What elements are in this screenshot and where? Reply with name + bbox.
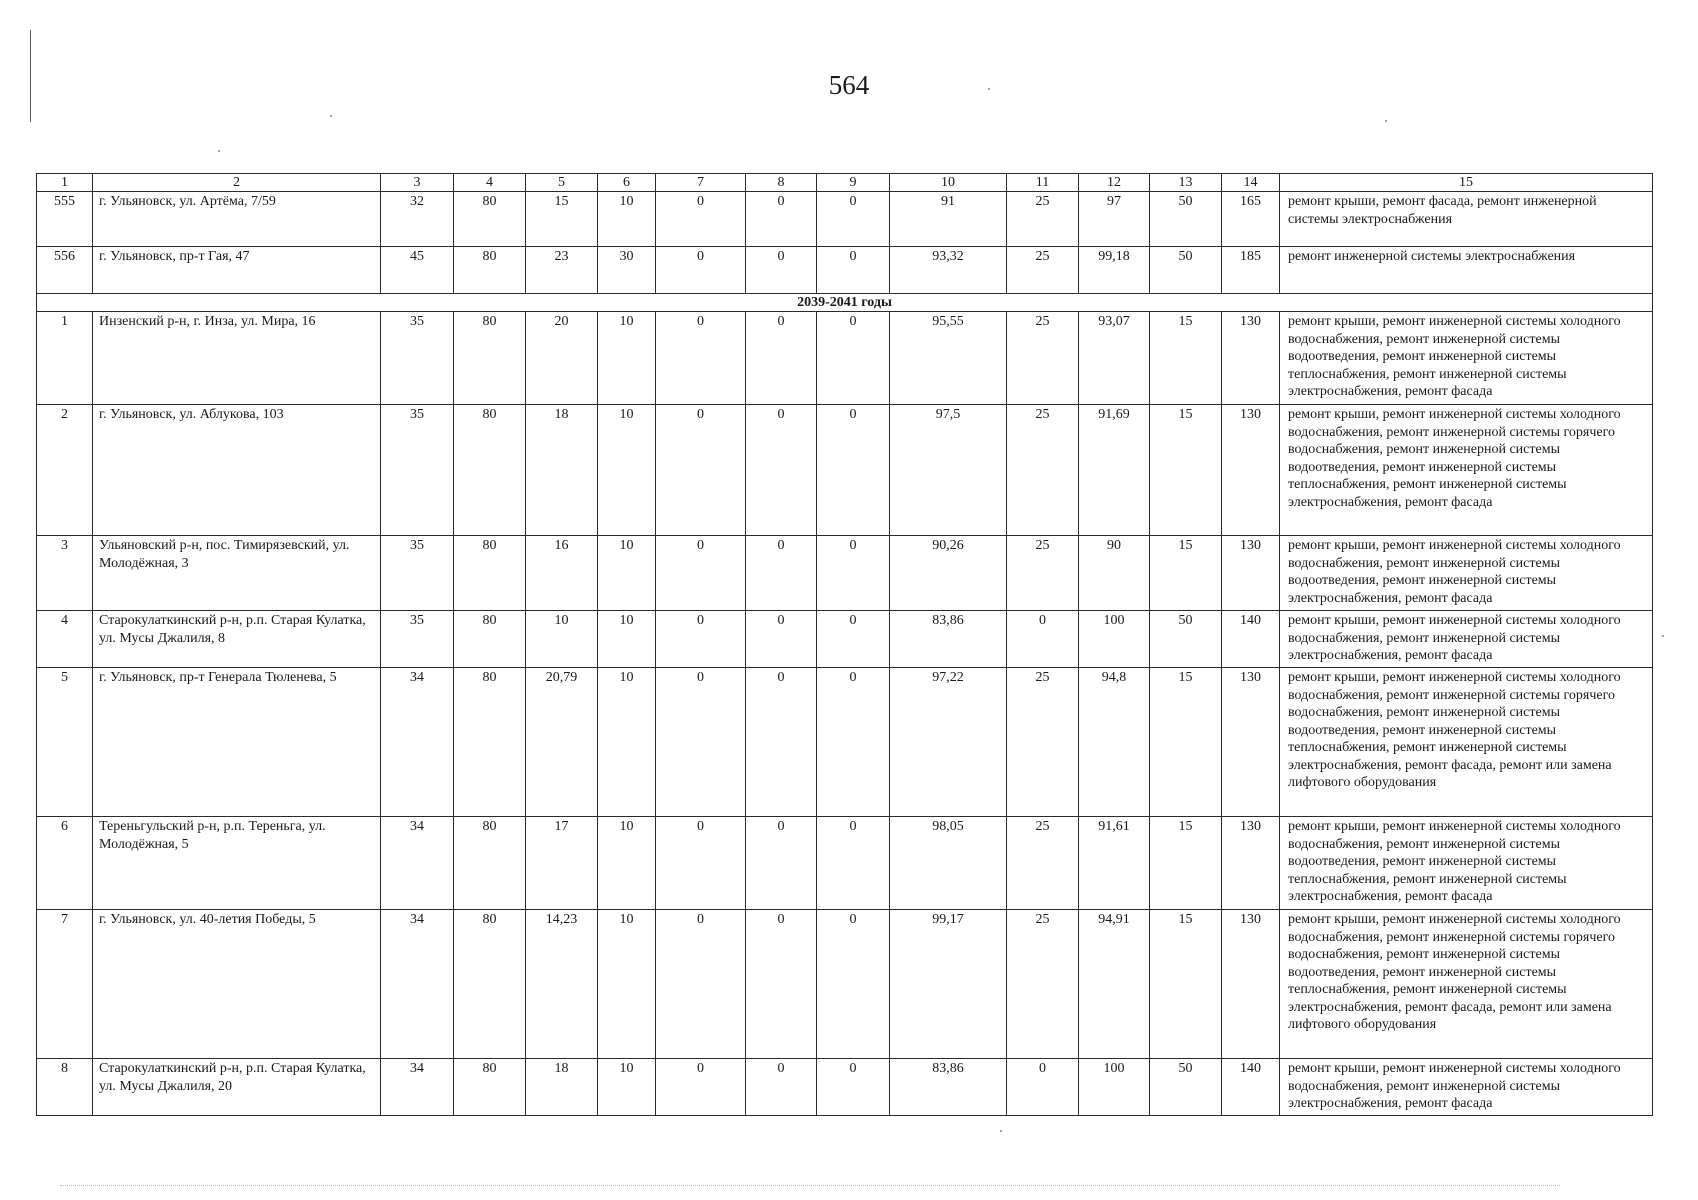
table-cell-col-14: 140: [1222, 611, 1280, 668]
table-cell-col-15: ремонт крыши, ремонт фасада, ремонт инженерной системы электроснабжения: [1280, 192, 1653, 247]
column-number-header: 3: [381, 174, 454, 192]
table-cell-col-2: г. Ульяновск, ул. Аблукова, 103: [93, 405, 381, 536]
table-cell-col-5: 15: [526, 192, 598, 247]
column-number-header: 13: [1150, 174, 1222, 192]
table-cell-col-13: 50: [1150, 192, 1222, 247]
table-cell-col-9: 0: [817, 910, 890, 1059]
column-number-header: 4: [454, 174, 526, 192]
column-number-header: 14: [1222, 174, 1280, 192]
table-cell-col-15: ремонт крыши, ремонт инженерной системы холодного водоснабжения, ремонт инженерной системы электроснабжения, ремонт фасада: [1280, 611, 1653, 668]
table-cell-col-1: 2: [37, 405, 93, 536]
table-cell-col-7: 0: [656, 817, 746, 910]
table-cell-col-2: Старокулаткинский р-н, р.п. Старая Кулатка, ул. Мусы Джалиля, 8: [93, 611, 381, 668]
table-cell-col-8: 0: [746, 247, 817, 294]
table-cell-col-11: 25: [1007, 312, 1079, 405]
table-cell-col-1: 1: [37, 312, 93, 405]
table-cell-col-7: 0: [656, 536, 746, 611]
table-cell-col-4: 80: [454, 536, 526, 611]
table-cell-col-14: 185: [1222, 247, 1280, 294]
table-row: [37, 910, 1653, 1059]
table-cell-col-6: 10: [598, 910, 656, 1059]
table-cell-col-4: 80: [454, 312, 526, 405]
table-row: [37, 817, 1653, 910]
scan-speck: [1662, 635, 1664, 637]
table-cell-col-3: 34: [381, 910, 454, 1059]
table-row: [37, 668, 1653, 817]
table-row: [37, 247, 1653, 294]
column-number-header: 10: [890, 174, 1007, 192]
table-cell-col-12: 97: [1079, 192, 1150, 247]
table-cell-col-2: г. Ульяновск, пр-т Генерала Тюленева, 5: [93, 668, 381, 817]
table-cell-col-13: 50: [1150, 1059, 1222, 1116]
table-cell-col-3: 35: [381, 312, 454, 405]
table-cell-col-2: г. Ульяновск, ул. 40-летия Победы, 5: [93, 910, 381, 1059]
table-cell-col-3: 35: [381, 611, 454, 668]
table-cell-col-9: 0: [817, 247, 890, 294]
table-cell-col-4: 80: [454, 405, 526, 536]
column-number-header: 2: [93, 174, 381, 192]
table-cell-col-3: 45: [381, 247, 454, 294]
table-cell-col-14: 130: [1222, 817, 1280, 910]
table-cell-col-14: 130: [1222, 312, 1280, 405]
table-cell-col-4: 80: [454, 910, 526, 1059]
table-cell-col-9: 0: [817, 1059, 890, 1116]
table-cell-col-7: 0: [656, 247, 746, 294]
table-cell-col-11: 0: [1007, 1059, 1079, 1116]
table-cell-col-9: 0: [817, 536, 890, 611]
table-row: [37, 1059, 1653, 1116]
table-cell-col-2: Тереньгульский р-н, р.п. Тереньга, ул. Молодёжная, 5: [93, 817, 381, 910]
table-cell-col-11: 25: [1007, 405, 1079, 536]
table-cell-col-13: 15: [1150, 668, 1222, 817]
column-number-header: 6: [598, 174, 656, 192]
table-cell-col-6: 10: [598, 668, 656, 817]
table-body: [37, 174, 1653, 1116]
column-number-header: 8: [746, 174, 817, 192]
table-cell-col-11: 25: [1007, 192, 1079, 247]
table-cell-col-10: 83,86: [890, 1059, 1007, 1116]
table-cell-col-12: 100: [1079, 1059, 1150, 1116]
table-cell-col-15: ремонт крыши, ремонт инженерной системы холодного водоснабжения, ремонт инженерной системы горячего водоснабжения, ремонт инженерной системы водоотведения, ремонт инженерной системы теплоснабжения, ремонт инженерной системы электроснабжения, ремонт фасада: [1280, 405, 1653, 536]
table-cell-col-10: 91: [890, 192, 1007, 247]
table-cell-col-14: 140: [1222, 1059, 1280, 1116]
table-cell-col-14: 130: [1222, 668, 1280, 817]
table-cell-col-10: 98,05: [890, 817, 1007, 910]
table-cell-col-15: ремонт крыши, ремонт инженерной системы холодного водоснабжения, ремонт инженерной системы горячего водоснабжения, ремонт инженерной системы водоотведения, ремонт инженерной системы теплоснабжения, ремонт инженерной системы электроснабжения, ремонт фасада, ремонт или замена лифтового оборудования: [1280, 910, 1653, 1059]
table-cell-col-10: 90,26: [890, 536, 1007, 611]
table-cell-col-2: Инзенский р-н, г. Инза, ул. Мира, 16: [93, 312, 381, 405]
table-cell-col-6: 10: [598, 312, 656, 405]
table-cell-col-4: 80: [454, 817, 526, 910]
table-cell-col-12: 93,07: [1079, 312, 1150, 405]
table-cell-col-5: 17: [526, 817, 598, 910]
scan-speck: [330, 115, 332, 117]
table-cell-col-8: 0: [746, 192, 817, 247]
table-cell-col-8: 0: [746, 405, 817, 536]
table-cell-col-12: 100: [1079, 611, 1150, 668]
table-cell-col-12: 94,8: [1079, 668, 1150, 817]
table-cell-col-7: 0: [656, 611, 746, 668]
table-cell-col-1: 556: [37, 247, 93, 294]
table-cell-col-8: 0: [746, 1059, 817, 1116]
column-number-row: [37, 174, 1653, 192]
table-cell-col-10: 93,32: [890, 247, 1007, 294]
section-row: [37, 294, 1653, 312]
table-cell-col-7: 0: [656, 192, 746, 247]
table-cell-col-12: 91,69: [1079, 405, 1150, 536]
table-cell-col-8: 0: [746, 910, 817, 1059]
table-cell-col-5: 23: [526, 247, 598, 294]
table-cell-col-1: 8: [37, 1059, 93, 1116]
table-cell-col-4: 80: [454, 192, 526, 247]
scan-speck: [1000, 1130, 1002, 1132]
table-cell-col-6: 10: [598, 536, 656, 611]
table-cell-col-2: г. Ульяновск, ул. Артёма, 7/59: [93, 192, 381, 247]
table-cell-col-4: 80: [454, 668, 526, 817]
table-cell-col-11: 25: [1007, 910, 1079, 1059]
table-cell-col-8: 0: [746, 312, 817, 405]
column-number-header: 5: [526, 174, 598, 192]
table-cell-col-11: 25: [1007, 247, 1079, 294]
table-cell-col-13: 15: [1150, 817, 1222, 910]
scan-speck: [218, 150, 220, 152]
table-cell-col-9: 0: [817, 192, 890, 247]
table-cell-col-11: 0: [1007, 611, 1079, 668]
table-row: [37, 405, 1653, 536]
table-cell-col-11: 25: [1007, 668, 1079, 817]
table-cell-col-11: 25: [1007, 817, 1079, 910]
scan-edge: [60, 1185, 1560, 1186]
table-cell-col-3: 32: [381, 192, 454, 247]
table-cell-col-5: 20: [526, 312, 598, 405]
table-cell-col-7: 0: [656, 1059, 746, 1116]
table-row: [37, 312, 1653, 405]
scan-speck: [988, 88, 990, 90]
table-cell-col-13: 15: [1150, 910, 1222, 1059]
table-cell-col-5: 18: [526, 1059, 598, 1116]
section-title: 2039-2041 годы: [37, 294, 1653, 312]
table-cell-col-6: 10: [598, 192, 656, 247]
table-cell-col-5: 16: [526, 536, 598, 611]
table-cell-col-13: 50: [1150, 611, 1222, 668]
table-cell-col-9: 0: [817, 817, 890, 910]
column-number-header: 15: [1280, 174, 1653, 192]
table-cell-col-3: 34: [381, 1059, 454, 1116]
table-cell-col-3: 35: [381, 536, 454, 611]
table-cell-col-3: 35: [381, 405, 454, 536]
table-cell-col-6: 10: [598, 817, 656, 910]
table-cell-col-1: 6: [37, 817, 93, 910]
table-cell-col-6: 10: [598, 1059, 656, 1116]
table-cell-col-2: Ульяновский р-н, пос. Тимирязевский, ул. Молодёжная, 3: [93, 536, 381, 611]
table-cell-col-1: 555: [37, 192, 93, 247]
table-cell-col-1: 3: [37, 536, 93, 611]
table-cell-col-5: 18: [526, 405, 598, 536]
table-cell-col-8: 0: [746, 611, 817, 668]
table-cell-col-8: 0: [746, 536, 817, 611]
table-cell-col-1: 7: [37, 910, 93, 1059]
table-cell-col-12: 99,18: [1079, 247, 1150, 294]
column-number-header: 7: [656, 174, 746, 192]
table-cell-col-15: ремонт крыши, ремонт инженерной системы холодного водоснабжения, ремонт инженерной системы водоотведения, ремонт инженерной системы теплоснабжения, ремонт инженерной системы электроснабжения, ремонт фасада: [1280, 312, 1653, 405]
table-cell-col-12: 91,61: [1079, 817, 1150, 910]
table-cell-col-7: 0: [656, 312, 746, 405]
table-cell-col-8: 0: [746, 668, 817, 817]
table-cell-col-13: 15: [1150, 536, 1222, 611]
table-cell-col-14: 165: [1222, 192, 1280, 247]
table-cell-col-5: 10: [526, 611, 598, 668]
scan-speck: [1385, 120, 1387, 122]
table-cell-col-15: ремонт инженерной системы электроснабжения: [1280, 247, 1653, 294]
table-cell-col-9: 0: [817, 405, 890, 536]
table-cell-col-12: 94,91: [1079, 910, 1150, 1059]
table-cell-col-15: ремонт крыши, ремонт инженерной системы холодного водоснабжения, ремонт инженерной системы водоотведения, ремонт инженерной системы электроснабжения, ремонт фасада: [1280, 536, 1653, 611]
table-cell-col-3: 34: [381, 668, 454, 817]
table-cell-col-7: 0: [656, 668, 746, 817]
table-cell-col-12: 90: [1079, 536, 1150, 611]
table-cell-col-14: 130: [1222, 910, 1280, 1059]
table-row: [37, 536, 1653, 611]
table-cell-col-15: ремонт крыши, ремонт инженерной системы холодного водоснабжения, ремонт инженерной системы горячего водоснабжения, ремонт инженерной системы водоотведения, ремонт инженерной системы теплоснабжения, ремонт инженерной системы электроснабжения, ремонт фасада, ремонт или замена лифтового оборудования: [1280, 668, 1653, 817]
table-cell-col-10: 99,17: [890, 910, 1007, 1059]
table-cell-col-4: 80: [454, 611, 526, 668]
table-cell-col-10: 83,86: [890, 611, 1007, 668]
table-cell-col-8: 0: [746, 817, 817, 910]
table-cell-col-10: 97,5: [890, 405, 1007, 536]
table-cell-col-10: 95,55: [890, 312, 1007, 405]
table-cell-col-4: 80: [454, 1059, 526, 1116]
table-cell-col-14: 130: [1222, 405, 1280, 536]
column-number-header: 9: [817, 174, 890, 192]
table-cell-col-11: 25: [1007, 536, 1079, 611]
column-number-header: 12: [1079, 174, 1150, 192]
table-cell-col-6: 10: [598, 611, 656, 668]
table-cell-col-7: 0: [656, 405, 746, 536]
column-number-header: 11: [1007, 174, 1079, 192]
table-cell-col-3: 34: [381, 817, 454, 910]
table-cell-col-13: 15: [1150, 312, 1222, 405]
table-cell-col-9: 0: [817, 611, 890, 668]
table-cell-col-5: 20,79: [526, 668, 598, 817]
table-cell-col-4: 80: [454, 247, 526, 294]
table-cell-col-9: 0: [817, 668, 890, 817]
table-cell-col-6: 10: [598, 405, 656, 536]
table-cell-col-9: 0: [817, 312, 890, 405]
table-cell-col-5: 14,23: [526, 910, 598, 1059]
table-cell-col-2: Старокулаткинский р-н, р.п. Старая Кулатка, ул. Мусы Джалиля, 20: [93, 1059, 381, 1116]
table-cell-col-2: г. Ульяновск, пр-т Гая, 47: [93, 247, 381, 294]
table-cell-col-1: 5: [37, 668, 93, 817]
table-cell-col-6: 30: [598, 247, 656, 294]
column-number-header: 1: [37, 174, 93, 192]
table-cell-col-15: ремонт крыши, ремонт инженерной системы холодного водоснабжения, ремонт инженерной системы водоотведения, ремонт инженерной системы теплоснабжения, ремонт инженерной системы электроснабжения, ремонт фасада: [1280, 817, 1653, 910]
table-row: [37, 611, 1653, 668]
table-cell-col-15: ремонт крыши, ремонт инженерной системы холодного водоснабжения, ремонт инженерной системы электроснабжения, ремонт фасада: [1280, 1059, 1653, 1116]
table-cell-col-13: 15: [1150, 405, 1222, 536]
table-cell-col-7: 0: [656, 910, 746, 1059]
table-cell-col-1: 4: [37, 611, 93, 668]
table-cell-col-10: 97,22: [890, 668, 1007, 817]
page-number: 564: [828, 70, 870, 100]
table-row: [37, 192, 1653, 247]
repair-program-table: [36, 173, 1653, 1116]
table-cell-col-13: 50: [1150, 247, 1222, 294]
table-cell-col-14: 130: [1222, 536, 1280, 611]
